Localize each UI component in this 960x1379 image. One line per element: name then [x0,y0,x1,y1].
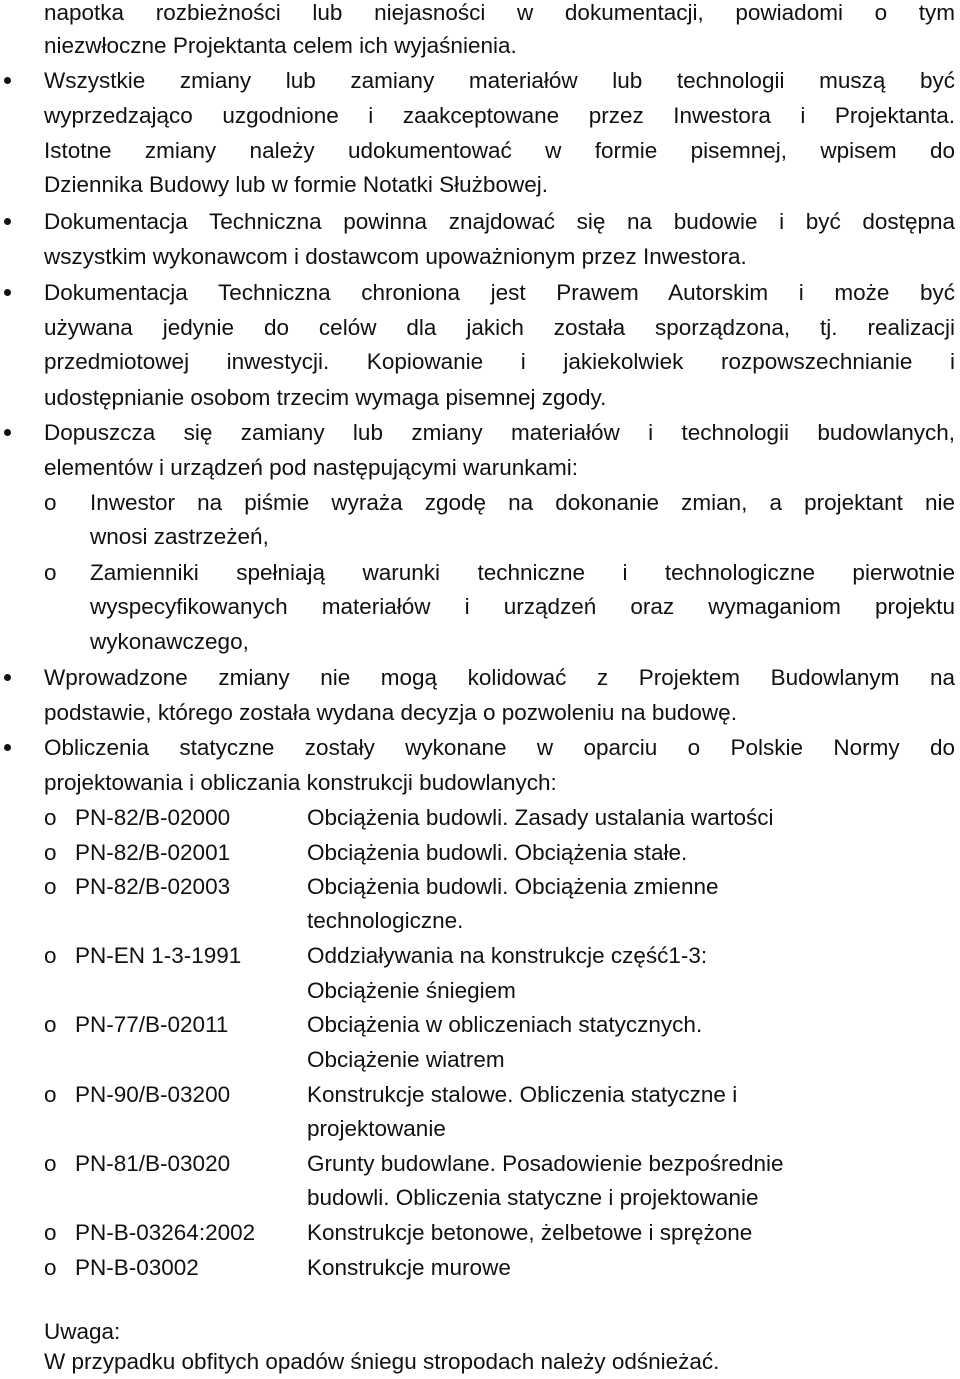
bullet-icon [0,661,16,695]
norm-description: budowli. Obliczenia statyczne i projektowanie [307,1185,759,1210]
norm-description: Obciążenia budowli. Zasady ustalania wartości [307,805,774,830]
norm-description: Obciążenia w obliczeniach statycznych. [307,1012,703,1037]
norm-marker: o [44,1012,57,1037]
bullet-line: Dokumentacja Techniczna chroniona jest Prawem Autorskim i może być [44,280,955,305]
bullet-line: Dziennika Budowy lub w formie Notatki Służbowej. [44,172,548,197]
bullet-line: Wprowadzone zmiany nie mogą kolidować z Projektem Budowlanym na [44,665,955,690]
bullet-icon [0,276,16,310]
bullet-line: Dokumentacja Techniczna powinna znajdować się na budowie i być dostępna [44,209,955,234]
norm-code: PN-82/B-02001 [75,840,231,865]
norm-description: technologiczne. [307,908,464,933]
intro-line: niezwłoczne Projektanta celem ich wyjaśnienia. [44,33,517,58]
bullet-line: Istotne zmiany należy udokumentować w formie pisemnej, wpisem do [44,138,955,163]
bullet-line: elementów i urządzeń pod następującymi warunkami: [44,455,579,480]
bullet-line: udostępnianie osobom trzecim wymaga pisemnej zgody. [44,385,607,410]
norm-marker: o [44,840,57,865]
condition-line: Zamienniki spełniają warunki techniczne i technologiczne pierwotnie [90,560,955,585]
bullet-line: wszystkim wykonawcom i dostawcom upoważnionym przez Inwestora. [44,244,747,269]
sub-item-marker: o [44,560,57,585]
norm-code: PN-B-03002 [75,1255,199,1280]
norm-marker: o [44,943,57,968]
condition-line: wyspecyfikowanych materiałów i urządzeń oraz wymaganiom projektu [90,594,955,619]
bullet-line: projektowania i obliczania konstrukcji budowlanych: [44,770,557,795]
norm-description: Oddziaływania na konstrukcje część1-3: [307,943,708,968]
norm-description: projektowanie [307,1116,446,1141]
bullet-icon [0,205,16,239]
norm-code: PN-82/B-02000 [75,805,231,830]
norm-description: Obciążenie wiatrem [307,1047,505,1072]
norm-marker: o [44,1255,57,1280]
note-label: Uwaga: [44,1319,121,1344]
norm-marker: o [44,1082,57,1107]
bullet-line: Dopuszcza się zamiany lub zmiany materiałów i technologii budowlanych, [44,420,955,445]
norm-marker: o [44,874,57,899]
norm-description: Konstrukcje stalowe. Obliczenia statyczne i [307,1082,738,1107]
norm-code: PN-77/B-02011 [75,1012,229,1037]
norm-code: PN-EN 1-3-1991 [75,943,242,968]
bullet-line: wyprzedzająco uzgodnione i zaakceptowane przez Inwestora i Projektanta. [44,103,955,128]
norm-code: PN-82/B-02003 [75,874,231,899]
bullet-line: używana jedynie do celów dla jakich została sporządzona, tj. realizacji [44,315,955,340]
norm-description: Konstrukcje murowe [307,1255,511,1280]
norm-code: PN-81/B-03020 [75,1151,231,1176]
note-text: W przypadku obfitych opadów śniegu stropodach należy odśnieżać. [44,1349,720,1374]
condition-line: wnosi zastrzeżeń, [90,524,269,549]
norm-description: Obciążenia budowli. Obciążenia zmienne [307,874,719,899]
bullet-line: podstawie, którego została wydana decyzja o pozwoleniu na budowę. [44,700,737,725]
norm-code: PN-90/B-03200 [75,1082,231,1107]
norm-description: Konstrukcje betonowe, żelbetowe i sprężone [307,1220,753,1245]
norm-code: PN-B-03264:2002 [75,1220,256,1245]
norm-marker: o [44,805,57,830]
norm-description: Obciążenie śniegiem [307,978,516,1003]
norm-marker: o [44,1151,57,1176]
bullet-line: Obliczenia statyczne zostały wykonane w oparciu o Polskie Normy do [44,735,955,760]
norm-description: Obciążenia budowli. Obciążenia stałe. [307,840,688,865]
bullet-icon [0,731,16,765]
intro-line: napotka rozbieżności lub niejasności w dokumentacji, powiadomi o tym [44,0,955,25]
sub-item-marker: o [44,490,57,515]
bullet-line: Wszystkie zmiany lub zamiany materiałów lub technologii muszą być [44,68,955,93]
bullet-line: przedmiotowej inwestycji. Kopiowanie i jakiekolwiek rozpowszechnianie i [44,349,955,374]
condition-line: Inwestor na piśmie wyraża zgodę na dokonanie zmian, a projektant nie [90,490,955,515]
bullet-icon [0,64,16,98]
bullet-icon [0,416,16,450]
norm-description: Grunty budowlane. Posadowienie bezpośrednie [307,1151,784,1176]
condition-line: wykonawczego, [90,629,249,654]
norm-marker: o [44,1220,57,1245]
